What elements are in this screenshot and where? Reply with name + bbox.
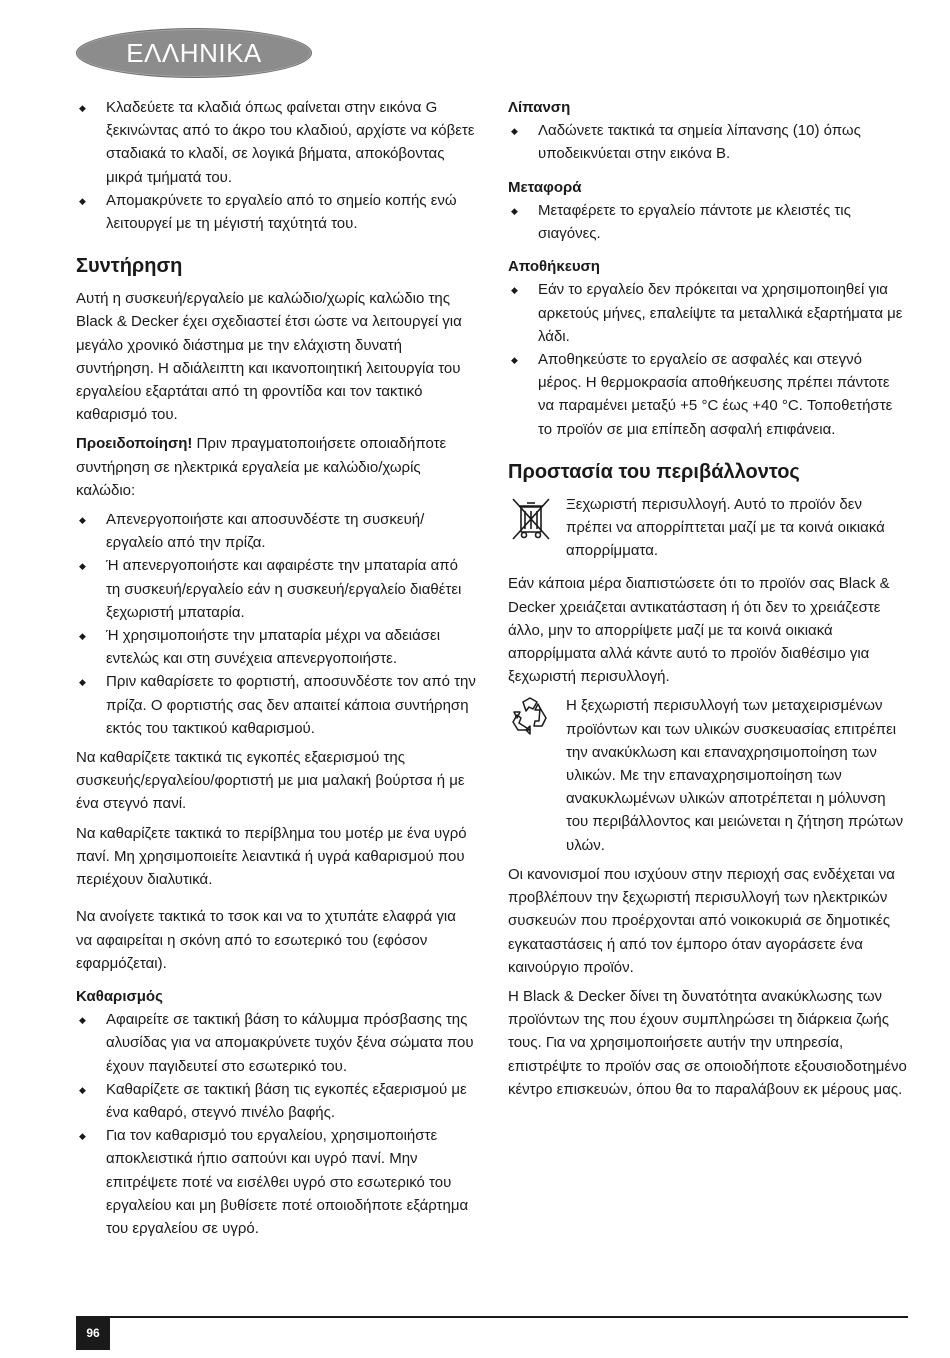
footer-rule [76, 1316, 908, 1318]
housing-paragraph: Να καθαρίζετε τακτικά το περίβλημα του μοτέρ με ένα υγρό πανί. Μη χρησιμοποιείτε λειαντικά ή υγρά καθαρισμού που περιέχουν διαλυτικά. [76, 824, 467, 889]
transport-bullet-list [508, 199, 908, 245]
recycling-block [508, 694, 908, 856]
regulations-paragraph: Οι κανονισμοί που ισχύουν στην περιοχή σας ενδέχεται να προβλέπουν την ξεχωριστή περισυλλογή των ηλεκτρικών συσκευών που προέρχονται από νοικοκυριά σε δημοτικές εγκαταστάσεις ή από τον έμπορο όταν αγοράσετε ένα καινούργιο προϊόν. [508, 865, 895, 976]
language-tab: ΕΛΛΗΝΙΚΑ [76, 28, 312, 78]
warning-paragraph [76, 432, 476, 502]
replacement-paragraph: Εάν κάποια μέρα διαπιστώσετε ότι το προϊόν σας Black & Decker χρειάζεται αντικατάσταση ή ότι δεν το χρειάζεστε άλλο, μην το απορρίψετε μαζί με τα κοινά οικιακά απορρίμματα αλλά κάντε αυτό το προϊόν διαθέσιμο για ξεχωριστή περισυλλογή. [508, 575, 890, 686]
storage-heading: Αποθήκευση [508, 258, 600, 276]
diamond-bullet-icon: ◆ [511, 355, 518, 366]
vents-paragraph: Να καθαρίζετε τακτικά τις εγκοπές εξαερισμού της συσκευής/εργαλείου/φορτιστή με μια μαλακή βούρτσα ή με ένα στεγνό πανί. [76, 749, 465, 813]
separate-collection-block [508, 493, 908, 563]
diamond-bullet-icon: ◆ [79, 1084, 86, 1095]
intro-bullet-list [76, 96, 476, 235]
list-item: ◆ Για τον καθαρισμό του εργαλείου, χρησιμοποιήστε αποκλειστικά ήπιο σαπούνι και υγρό πανί. Μην επιτρέψετε ποτέ να εισέλθει υγρό στο εσωτερικό του εργαλείου και μη βυθίσετε ποτέ οποιοδήποτε εξάρτημα του εργαλείου σε υγρό. [79, 1127, 469, 1237]
maintenance-paragraph: Αυτή η συσκευή/εργαλείο με καλώδιο/χωρίς καλώδιο της Black & Decker έχει σχεδιαστεί έτσι ώστε να λειτουργεί για μεγάλο χρονικό διάστημα με την ελάχιστη δυνατή συντήρηση. Η αδιάλειπτη και ικανοποιητική λειτουργία του εργαλείου εξαρτάται από τη φροντίδα και τον τακτικό καθαρισμό του. [76, 290, 462, 424]
lubrication-bullet-list [508, 119, 908, 165]
recycling-text: Η ξεχωριστή περισυλλογή των μεταχειρισμένων προϊόντων και των υλικών συσκευασίας επιτρέπει την ανακύκλωση και επαναχρησιμοποίηση των υλικών. Με την επαναχρησιμοποίηση των ανακυκλωμένων υλικών αποτρέπεται η μόλυνση του περιβάλλοντος και μειώνεται η ζήτηση πρώτων υλών. [566, 697, 904, 854]
diamond-bullet-icon: ◆ [79, 1015, 86, 1026]
diamond-bullet-icon: ◆ [79, 515, 86, 526]
right-column [508, 96, 908, 1107]
chuck-paragraph: Να ανοίγετε τακτικά το τσοκ και να το χτυπάτε ελαφρά για να αφαιρείται η σκόνη από το εσωτερικό του (εφόσον εφαρμόζεται). [76, 908, 456, 972]
storage-bullet-list [508, 278, 908, 440]
list-item: ◆ Απομακρύνετε το εργαλείο από το σημείο κοπής ενώ λειτουργεί με τη μέγιστή ταχύτητά του. [79, 191, 457, 233]
separate-collection-text: Ξεχωριστή περισυλλογή. Αυτό το προϊόν δεν πρέπει να απορρίπτεται μαζί με τα κοινά οικιακά απορρίμματα. [566, 495, 885, 560]
warning-bullet-list [76, 508, 476, 740]
list-item: ◆ Λαδώνετε τακτικά τα σημεία λίπανσης (10) όπως υποδεικνύεται στην εικόνα B. [511, 122, 861, 163]
maintenance-heading: Συντήρηση [76, 255, 183, 278]
diamond-bullet-icon: ◆ [79, 631, 86, 642]
crossed-bin-icon [508, 493, 566, 548]
list-item: ◆ Ή χρησιμοποιήστε την μπαταρία μέχρι να αδειάσει εντελώς και στη συνέχεια απενεργοποιήστε. [79, 627, 441, 668]
diamond-bullet-icon: ◆ [79, 677, 86, 688]
list-item: ◆ Απενεργοποιήστε και αποσυνδέστε τη συσκευή/ εργαλείο από την πρίζα. [79, 511, 425, 552]
list-item: ◆ Αποθηκεύστε το εργαλείο σε ασφαλές και στεγνό μέρος. Η θερμοκρασία αποθήκευσης πρέπει πάντοτε να παραμένει μεταξύ +5 °C έως +40 °C. Τοποθετήστε το προϊόν σε μια επίπεδη ασφαλή επιφάνεια. [511, 351, 893, 438]
diamond-bullet-icon: ◆ [79, 103, 86, 113]
list-item: ◆ Μεταφέρετε το εργαλείο πάντοτε με κλειστές τις σιαγόνες. [511, 201, 851, 243]
diamond-bullet-icon: ◆ [511, 126, 518, 137]
diamond-bullet-icon: ◆ [79, 561, 86, 572]
diamond-bullet-icon: ◆ [79, 1131, 86, 1142]
environment-heading: Προστασία του περιβάλλοντος [508, 460, 800, 483]
cleaning-bullet-list [76, 1008, 476, 1240]
list-item: ◆ Αφαιρείτε σε τακτική βάση το κάλυμμα πρόσβασης της αλυσίδας για να απομακρύνετε τυχόν ξένα σώματα που έχουν παγιδευτεί στο εσωτερικό του. [79, 1011, 474, 1075]
left-column [76, 96, 476, 1246]
warning-text: Πριν πραγματοποιήσετε οποιαδήποτε συντήρηση σε ηλεκτρικά εργαλεία με καλώδιο/χωρίς καλώδιο: [76, 435, 447, 499]
list-item: ◆ Καθαρίζετε σε τακτική βάση τις εγκοπές εξαερισμού με ένα καθαρό, στεγνό πινέλο βαφής. [79, 1080, 467, 1121]
transport-heading: Μεταφορά [508, 178, 582, 196]
list-item: ◆ Ή απενεργοποιήστε και αφαιρέστε την μπαταρία από τη συσκευή/εργαλείο εάν η συσκευή/εργαλείο διαθέτει ξεχωριστή μπαταρία. [79, 557, 462, 621]
list-item: ◆ Εάν το εργαλείο δεν πρόκειται να χρησιμοποιηθεί για αρκετούς μήνες, επαλείψτε τα μεταλλικά εξαρτήματα με λάδι. [511, 281, 903, 345]
recycling-icon [508, 694, 566, 743]
page-number: 96 [76, 1316, 110, 1350]
warning-label: Προειδοποίηση! [76, 435, 193, 453]
cleaning-heading: Καθαρισμός [76, 987, 163, 1005]
service-paragraph: Η Black & Decker δίνει τη δυνατότητα ανακύκλωσης των προϊόντων της που έχουν συμπληρώσει τη διάρκεια ζωής τους. Για να χρησιμοποιήσετε αυτήν την υπηρεσία, επιστρέψτε το προϊόν σας σε οποιοδήποτε εξουσιοδοτημένο κέντρο επισκευών, όπου θα το παραλάβουν εκ μέρους μας. [508, 987, 907, 1098]
diamond-bullet-icon: ◆ [79, 195, 86, 206]
diamond-bullet-icon: ◆ [511, 285, 518, 296]
diamond-bullet-icon: ◆ [511, 205, 518, 216]
list-item: ◆ Κλαδεύετε τα κλαδιά όπως φαίνεται στην εικόνα G ξεκινώντας από το άκρο του κλαδιού, αρχίστε να κόβετε σταδιακά το κλαδί, σε λογικά βήματα, αποκόβοντας μικρά τμήματά του. [79, 99, 475, 186]
lubrication-heading: Λίπανση [508, 99, 571, 116]
list-item: ◆ Πριν καθαρίσετε το φορτιστή, αποσυνδέστε τον από την πρίζα. Ο φορτιστής σας δεν απαιτεί κάποια συντήρηση εκτός του τακτικού καθαρισμού. [79, 673, 476, 737]
